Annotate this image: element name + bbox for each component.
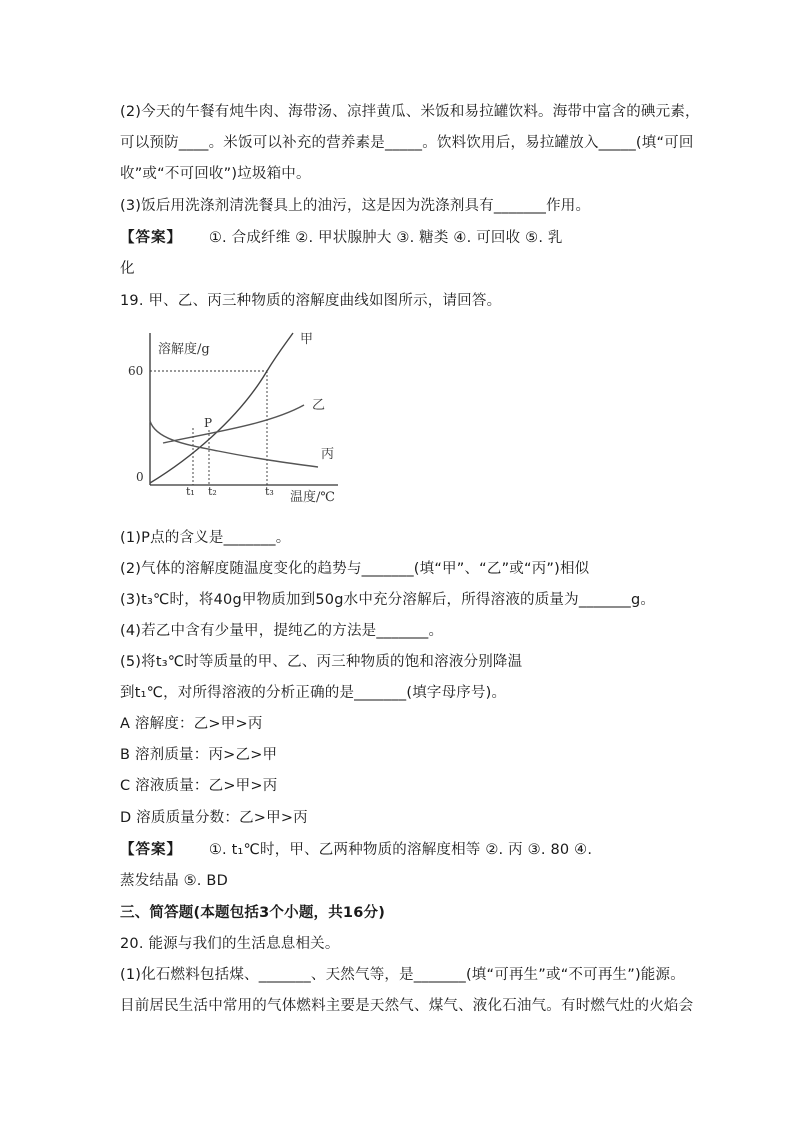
section-heading: 三、简答题(本题包括3个小题，共16分) [120,905,386,921]
label-yi: 乙 [312,398,326,413]
answer-text: ①. t₁℃时，甲、乙两种物质的溶解度相等 ②. 丙 ③. 80 ④. [208,842,593,858]
q19-option-c: C 溶液质量：乙>甲>丙 [120,778,278,794]
y-axis-label: 溶解度/g [158,342,210,357]
q19-stem: 19. 甲、乙、丙三种物质的溶解度曲线如图所示，请回答。 [120,293,502,309]
q18-line-2: (2)今天的午餐有炖牛肉、海带汤、凉拌黄瓜、米饭和易拉罐饮料。海带中富含的碘元素， [120,104,700,120]
q19-sub5: (5)将t₃℃时等质量的甲、乙、丙三种物质的饱和溶液分别降温 [120,654,523,670]
q18-answer [120,228,563,248]
q19-answer-cont: 蒸发结晶 ⑤. BD [120,873,228,889]
label-bing: 丙 [321,447,335,462]
y-tick-60: 60 [128,364,144,378]
x-axis-label: 温度/℃ [290,490,335,505]
q19-sub2: (2)气体的溶解度随温度变化的趋势与_______(填“甲”、“乙”或“丙”)相似 [120,561,590,577]
q20-sub1: (1)化石燃料包括煤、_______、天然气等，是_______(填“可再生”或“不可再生”)能源。 [120,967,685,983]
y-tick-0: 0 [136,470,144,484]
q20-sub1-cont: 目前居民生活中常用的气体燃料主要是天然气、煤气、液化石油气。有时燃气灶的火焰会 [120,998,694,1014]
q18-line-2b: 可以预防____。米饭可以补充的营养素是_____。饮料饮用后，易拉罐放入_____(填“可回 [120,135,694,151]
answer-label: 【答案】 [120,842,182,858]
q18-line-3: (3)饭后用洗涤剂清洗餐具上的油污，这是因为洗涤剂具有_______作用。 [120,198,591,214]
q19-option-a: A 溶解度：乙>甲>丙 [120,716,263,732]
x-tick-t2: t₂ [208,485,217,498]
q19-answer [120,840,592,860]
q19-sub5-cont: 到t₁℃，对所得溶液的分析正确的是_______(填字母序号)。 [120,685,507,701]
q19-sub1: (1)P点的含义是_______。 [120,530,291,546]
q19-sub3: (3)t₃℃时，将40g甲物质加到50g水中充分溶解后，所得溶液的质量为_______g。 [120,592,656,608]
q19-sub4: (4)若乙中含有少量甲，提纯乙的方法是_______。 [120,623,444,639]
label-p: P [204,416,213,430]
q19-option-b: B 溶剂质量：丙>乙>甲 [120,747,278,763]
label-jia: 甲 [300,332,314,347]
answer-label: 【答案】 [120,230,182,246]
x-tick-t1: t₁ [186,485,195,498]
q18-line-2c: 收”或“不可回收”)垃圾箱中。 [120,166,311,182]
answer-text: ①. 合成纤维 ②. 甲状腺肿大 ③. 糖类 ④. 可回收 ⑤. 乳 [208,230,563,246]
solubility-chart [118,325,358,510]
q19-option-d: D 溶质质量分数：乙>甲>丙 [120,810,308,826]
q20-stem: 20. 能源与我们的生活息息相关。 [120,936,340,952]
q18-answer-cont: 化 [120,261,135,277]
curve-yi [163,405,304,443]
x-tick-t3: t₃ [265,485,274,498]
